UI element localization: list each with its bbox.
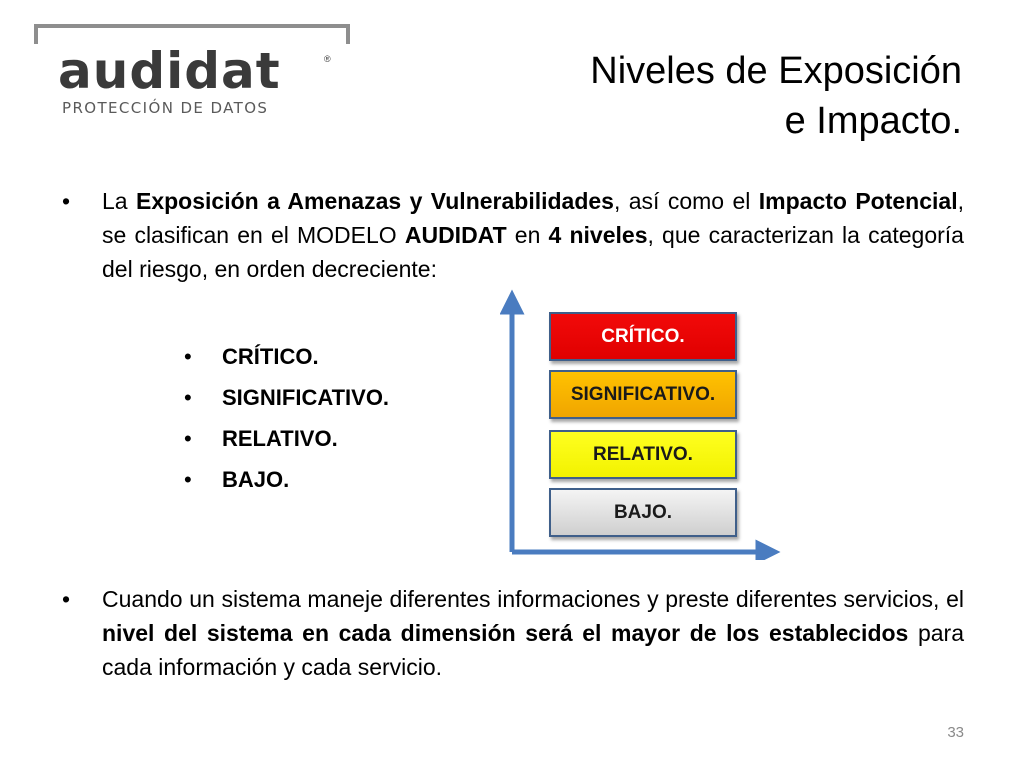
bullet-icon: •	[184, 467, 192, 492]
page-number: 33	[947, 724, 964, 741]
bullet-icon: •	[184, 385, 192, 410]
level-box-relativo: RELATIVO.	[549, 430, 737, 479]
logo-wordmark: audidat	[58, 42, 281, 100]
list-item-label: SIGNIFICATIVO.	[222, 385, 390, 410]
slide-title-line2: e Impacto.	[784, 100, 962, 142]
bold-run: AUDIDAT	[404, 222, 507, 248]
list-item-label: RELATIVO.	[222, 426, 338, 451]
list-item-bajo	[184, 459, 389, 500]
slide-title-line1: Niveles de Exposición	[590, 50, 962, 92]
text-run: , que caracterizan la categoría del riesgo, en orden decreciente:	[102, 222, 964, 282]
text-run: en	[506, 222, 549, 248]
bold-run: Exposición a Amenazas y Vulnerabilidades	[135, 188, 614, 214]
logo-bracket	[34, 24, 350, 44]
bold-run: Impacto Potencial	[758, 188, 958, 214]
text-run: Cuando un sistema maneje diferentes informaciones y preste diferentes servicios, el	[102, 586, 964, 612]
level-box-bajo: BAJO.	[549, 488, 737, 537]
levels-list	[184, 336, 389, 500]
conclusion-paragraph	[62, 582, 964, 684]
level-box-significativo: SIGNIFICATIVO.	[549, 370, 737, 419]
logo-subtitle: PROTECCIÓN DE DATOS	[62, 99, 269, 117]
list-item-significativo	[184, 377, 389, 418]
bullet-icon: •	[184, 426, 192, 451]
text-run: , se clasifican en el MODELO	[102, 188, 964, 248]
bold-run: nivel del sistema en cada dimensión será el mayor de los establecidos	[102, 620, 909, 646]
text-run: para cada información y cada servicio.	[102, 620, 964, 680]
audidat-logo	[34, 24, 350, 117]
list-item-label: CRÍTICO.	[222, 344, 319, 369]
level-box-critico: CRÍTICO.	[549, 312, 737, 361]
list-item-critico	[184, 336, 389, 377]
bullet-icon: •	[62, 188, 71, 214]
list-item-label: BAJO.	[222, 467, 290, 492]
logo-registered-mark: ®	[324, 54, 331, 64]
bullet-icon: •	[184, 344, 192, 369]
list-item-relativo	[184, 418, 389, 459]
intro-paragraph	[62, 184, 964, 286]
slide-title	[590, 46, 962, 146]
text-run: , así como el	[613, 188, 759, 214]
text-run: La	[102, 188, 136, 214]
bold-run: 4 niveles	[548, 222, 648, 248]
bullet-icon: •	[62, 586, 71, 612]
